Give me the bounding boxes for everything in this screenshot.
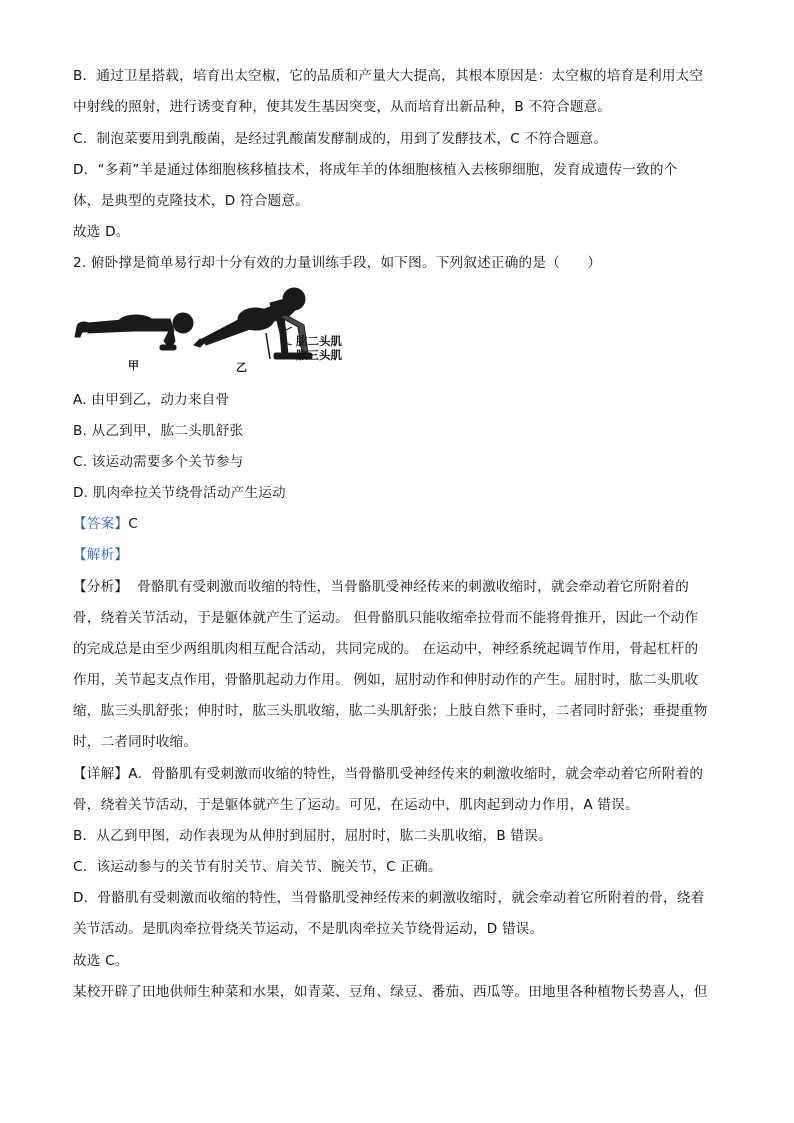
- paragraph-option-c: C．制泡菜要用到乳酸菌，是经过乳酸菌发酵制成的，用到了发酵技术，C 不符合题意。: [73, 131, 608, 147]
- detail-line: 关节活动。是肌肉牵拉骨绕关节运动，不是肌肉牵拉关节绕骨运动，D 错误。: [73, 921, 544, 937]
- detail-line: 骨，绕着关节活动，于是躯体就产生了运动。可见，在运动中，肌肉起到动力作用，A 错误。: [73, 797, 639, 813]
- figure-label-triceps: 肱三头肌: [296, 348, 342, 362]
- question-2-stem: 2. 俯卧撑是简单易行却十分有效的力量训练手段，如下图。下列叙述正确的是（ ）: [73, 255, 602, 271]
- option-b: B. 从乙到甲，肱二头肌舒张: [73, 423, 244, 439]
- figure-yi-drawing: [194, 288, 312, 359]
- analysis-tag: 【解析】: [73, 547, 129, 563]
- detail-line: [73, 764, 703, 784]
- detail-text: A．骨骼肌有受刺激而收缩的特性，当骨骼肌受神经传来的刺激收缩时，就会牵动着它所附着的: [128, 766, 704, 782]
- answer-line: [73, 514, 138, 534]
- option-a: A. 由甲到乙，动力来自骨: [73, 392, 230, 408]
- paragraph-option-d-line1: D．“多莉”羊是通过体细胞核移植技术，将成年羊的体细胞核植入去核卵细胞，发育成遗传一致的个: [73, 162, 678, 178]
- detail-line: C．该运动参与的关节有肘关节、肩关节、腕关节，C 正确。: [73, 859, 442, 875]
- analysis-header: [73, 545, 128, 565]
- analysis-line: 骨，绕着关节活动，于是躯体就产生了运动。 但骨骼肌只能收缩牵拉骨而不能将骨推开，因此一个动作: [73, 610, 699, 626]
- figure-label-jia: 甲: [128, 359, 139, 372]
- pushup-figure: [74, 283, 364, 375]
- figure-label-biceps: 肱二头肌: [296, 334, 342, 348]
- paragraph-option-d-line2: 体，是典型的克隆技术，D 符合题意。: [73, 193, 309, 209]
- next-question-stem: 某校开辟了田地供师生种菜和水果，如青菜、豆角、绿豆、番茄、西瓜等。田地里各种植物长势喜人，但: [73, 984, 708, 1000]
- conclusion-q2: 故选 C。: [73, 953, 129, 969]
- paragraph-option-b-line2: 中射线的照射，进行诱变育种，使其发生基因突变，从而培育出新品种，B 不符合题意。: [73, 99, 612, 115]
- analysis-subtag: 【分析】: [73, 579, 129, 595]
- answer-value: C: [128, 516, 138, 532]
- analysis-line: 时，二者同时收缩。: [73, 734, 198, 750]
- detail-line: D．骨骼肌有受刺激而收缩的特性，当骨骼肌受神经传来的刺激收缩时，就会牵动着它所附着的骨，绕着: [73, 890, 705, 906]
- analysis-line: 的完成总是由至少两组肌肉相互配合活动，共同完成的。 在运动中，神经系统起调节作用，骨起杠杆的: [73, 641, 699, 657]
- conclusion-q1: 故选 D。: [73, 224, 130, 240]
- answer-tag: 【答案】: [73, 516, 129, 532]
- analysis-line: [73, 577, 689, 597]
- paragraph-option-b-line1: B．通过卫星搭载，培育出太空椒，它的品质和产量大大提高，其根本原因是：太空椒的培育是利用太空: [73, 68, 704, 84]
- option-d: D. 肌肉牵拉关节绕骨活动产生运动: [73, 485, 286, 501]
- analysis-line: 作用，关节起支点作用，骨骼肌起动力作用。 例如，屈肘动作和伸肘动作的产生。屈肘时，肱二头肌收: [73, 672, 699, 688]
- figure-label-yi: 乙: [236, 361, 247, 374]
- option-c: C. 该运动需要多个关节参与: [73, 454, 244, 470]
- detail-line: B．从乙到甲图，动作表现为从伸肘到屈肘，屈肘时，肱二头肌收缩，B 错误。: [73, 828, 552, 844]
- figure-jia-drawing: [75, 313, 193, 350]
- analysis-line: 缩，肱三头肌舒张；伸肘时，肱三头肌收缩，肱二头肌舒张；上肢自然下垂时，二者同时舒张；垂提重物: [73, 703, 708, 719]
- detail-tag: 【详解】: [73, 766, 129, 782]
- analysis-text: 骨骼肌有受刺激而收缩的特性，当骨骼肌受神经传来的刺激收缩时，就会牵动着它所附着的: [137, 579, 689, 595]
